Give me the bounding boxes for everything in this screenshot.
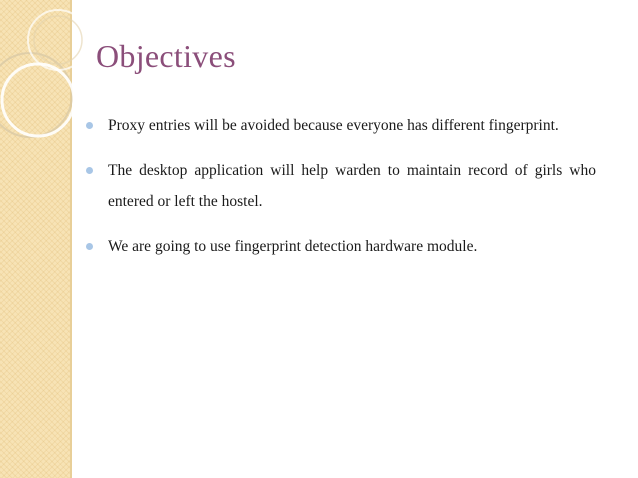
slide-title: Objectives: [96, 38, 236, 74]
bullet-dot-icon: [86, 243, 93, 250]
bullet-text: The desktop application will help warden to maintain record of girls who entered or left the hostel.: [108, 162, 596, 210]
bullet-item: [86, 231, 596, 262]
bullet-dot-icon: [86, 122, 93, 129]
bullet-list: [86, 110, 596, 276]
bullet-item: [86, 110, 596, 141]
bullet-dot-icon: [86, 167, 93, 174]
bullet-text: We are going to use fingerprint detection hardware module.: [108, 238, 478, 255]
bullet-text: Proxy entries will be avoided because everyone has different fingerprint.: [108, 117, 559, 134]
bullet-item: [86, 155, 596, 217]
